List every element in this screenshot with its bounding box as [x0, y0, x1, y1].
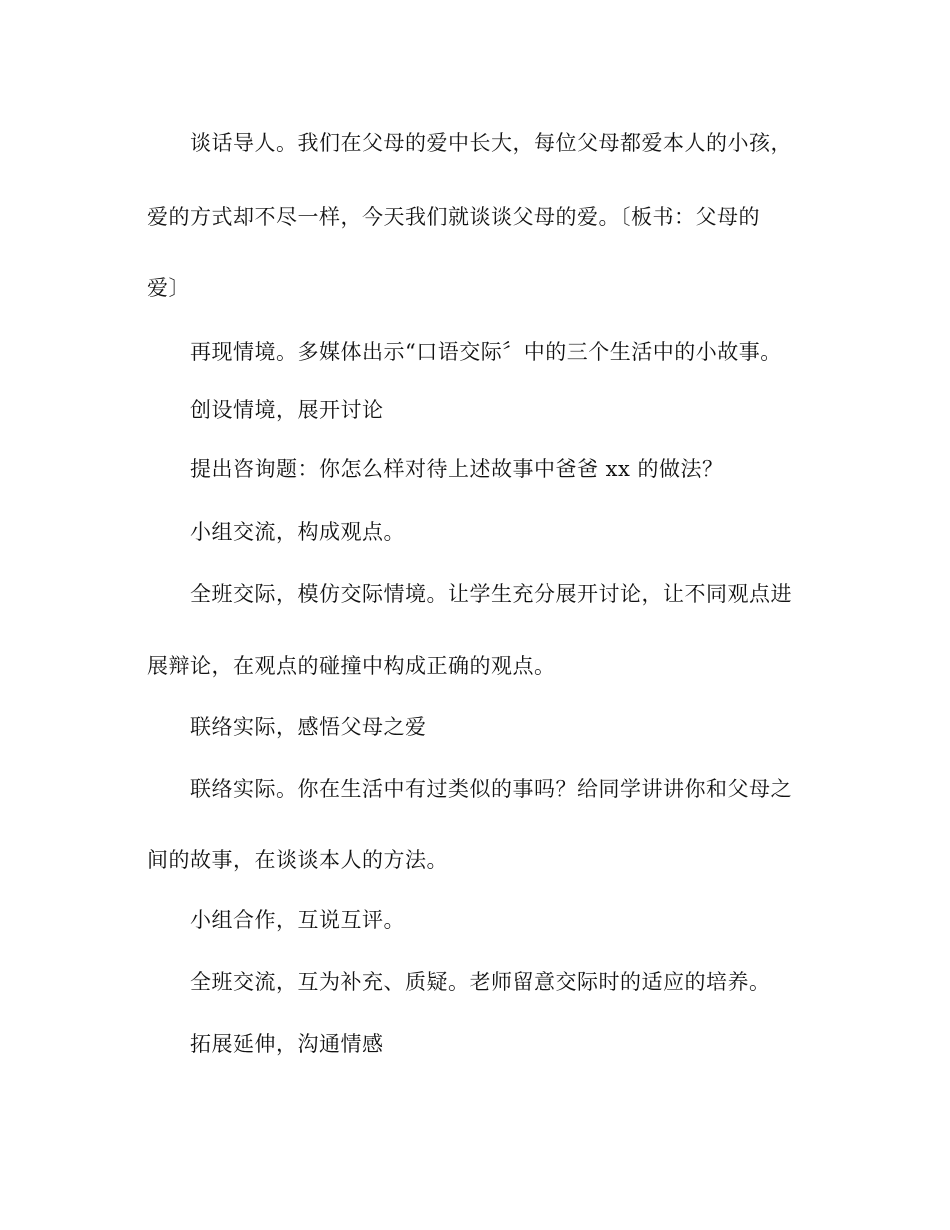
- paragraph-line: 爱的方式却不尽一样，今天我们就谈谈父母的爱。〔板书：父母的: [147, 205, 760, 229]
- section-heading: 联络实际，感悟父母之爱: [190, 715, 427, 739]
- paragraph-line: 小组交流，构成观点。: [190, 520, 405, 544]
- paragraph-line: 全班交流，互为补充、质疑。老师留意交际时的适应的培养。: [190, 970, 771, 994]
- paragraph-line: 再现情境。多媒体出示“口语交际〞中的三个生活中的小故事。: [190, 340, 782, 364]
- paragraph-line: 间的故事，在谈谈本人的方法。: [147, 848, 448, 872]
- section-heading: 拓展延伸，沟通情感: [190, 1032, 384, 1056]
- paragraph-line: 谈话导人。我们在父母的爱中长大，每位父母都爱本人的小孩，: [190, 131, 792, 155]
- paragraph-line: 展辩论，在观点的碰撞中构成正确的观点。: [147, 654, 556, 678]
- paragraph-line: 全班交际，模仿交际情境。让学生充分展开讨论，让不同观点进: [190, 582, 792, 606]
- section-heading: 创设情境，展开讨论: [190, 398, 384, 422]
- paragraph-line: 提出咨询题：你怎么样对待上述故事中爸爸 xx 的做法？: [190, 457, 724, 481]
- paragraph-line: 小组合作，互说互评。: [190, 908, 405, 932]
- paragraph-line: 联络实际。你在生活中有过类似的事吗？给同学讲讲你和父母之: [190, 777, 792, 801]
- paragraph-line: 爱〕: [147, 276, 190, 300]
